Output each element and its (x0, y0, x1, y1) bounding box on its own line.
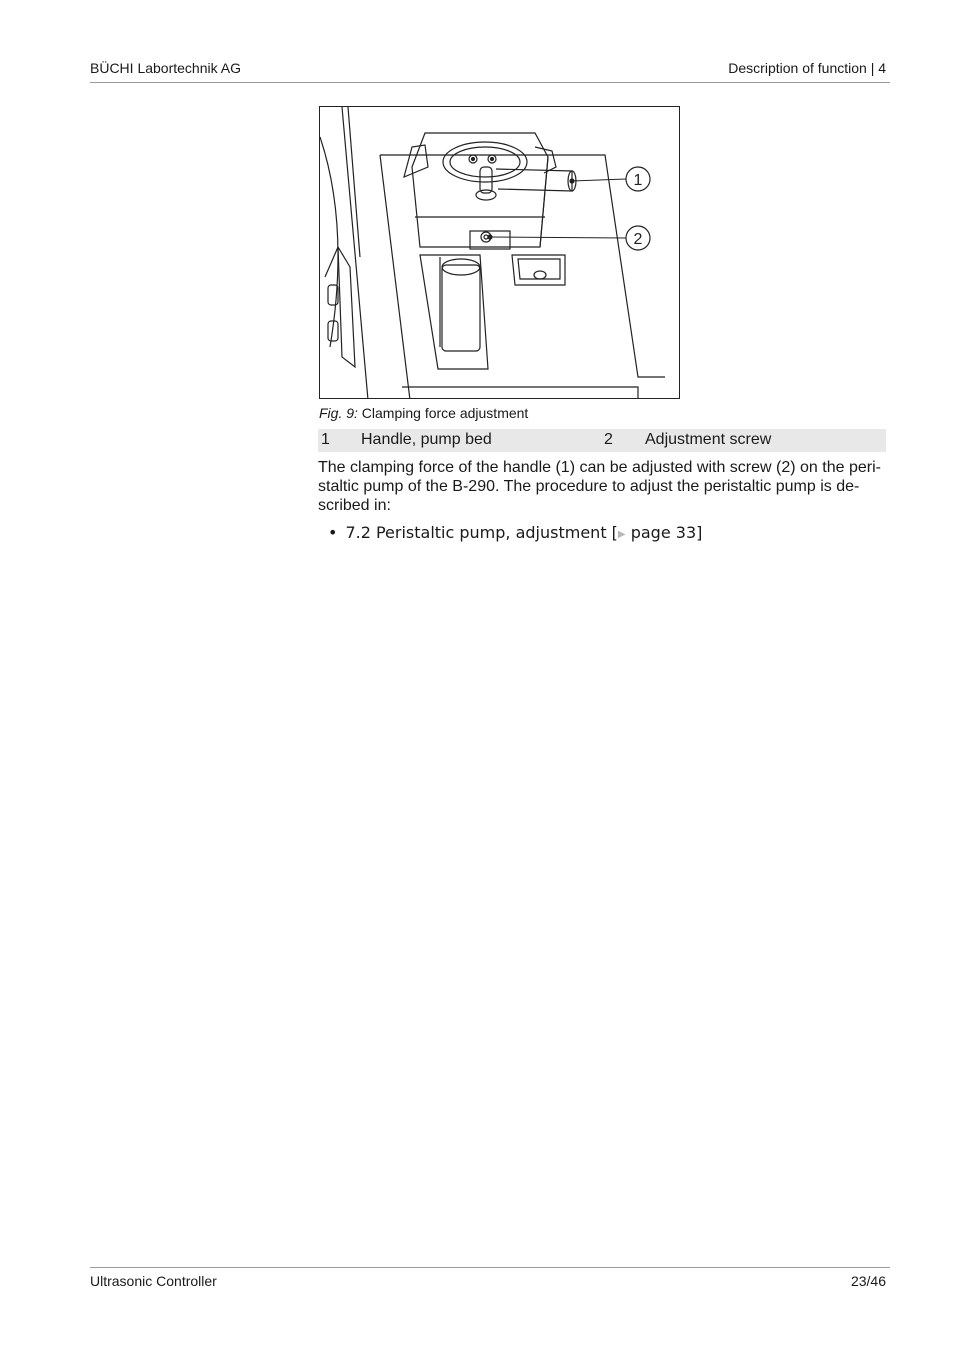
figure-number: Fig. 9: (319, 405, 358, 421)
bullet-icon: • (328, 523, 338, 542)
pump-figure (319, 106, 680, 399)
callout-1: 1 (633, 172, 643, 189)
legend-number-2: 2 (604, 431, 613, 448)
arrow-right-icon: ▶ (617, 529, 626, 540)
page-header (90, 58, 890, 83)
legend-text-1: Handle, pump bed (361, 431, 492, 448)
page-number: 23/46 (850, 1273, 886, 1289)
cross-reference-item[interactable] (328, 523, 702, 542)
legend-text-2: Adjustment screw (645, 431, 772, 448)
page-footer (90, 1267, 890, 1292)
page-reference[interactable]: page 33] (630, 523, 703, 542)
company-name: BÜCHI Labortechnik AG (90, 60, 241, 76)
figure-caption (319, 405, 528, 421)
figure-title: Clamping force adjustment (361, 405, 529, 421)
cross-reference-link[interactable]: 7.2 Peristaltic pump, adjustment [ (345, 523, 618, 542)
callout-2: 2 (633, 231, 643, 248)
body-paragraph: The clamping force of the handle (1) can be adjusted with screw (2) on the peri-staltic pump of the B-290. The procedure to adjust the peristaltic pump is de-scribed in: (318, 459, 881, 514)
section-title: Description of function | 4 (728, 60, 886, 76)
legend-number-1: 1 (321, 431, 330, 448)
figure-legend (318, 429, 886, 452)
peristaltic-pump-drawing (320, 107, 680, 399)
product-name: Ultrasonic Controller (90, 1273, 217, 1289)
